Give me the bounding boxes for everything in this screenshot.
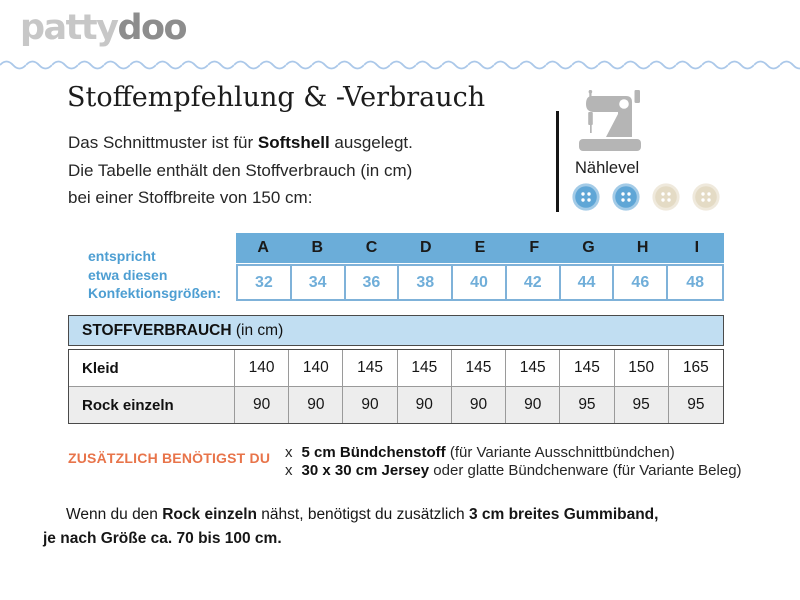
caption-line-2: etwa diesen — [88, 266, 168, 283]
sewing-machine-icon — [574, 90, 646, 154]
consumption-table-header — [68, 315, 724, 346]
size-number: 46 — [614, 266, 668, 299]
size-number: 42 — [507, 266, 561, 299]
size-table — [236, 233, 724, 301]
cell-value: 90 — [506, 387, 560, 423]
additional-items — [285, 444, 742, 479]
cell-value: 90 — [235, 387, 289, 423]
cell-value: 90 — [452, 387, 506, 423]
naehlevel-label: Nählevel — [575, 159, 640, 177]
cell-value: 140 — [235, 350, 289, 386]
size-number: 48 — [686, 273, 704, 291]
cell-value: 90 — [343, 387, 397, 423]
intro-line-2: Die Tabelle enthält den Stoffverbrauch (in cm) — [68, 160, 413, 180]
size-number: 34 — [292, 266, 346, 299]
size-table-number-row — [236, 264, 724, 301]
consumption-title: STOFFVERBRAUCH — [82, 321, 232, 339]
cell-value: 150 — [615, 350, 669, 386]
item-rest: (für Variante Ausschnittbündchen) — [445, 444, 675, 461]
wave-divider — [0, 56, 800, 74]
cell-value: 140 — [289, 350, 343, 386]
row-label: Kleid — [69, 350, 235, 386]
size-number: 32 — [238, 266, 292, 299]
note-line-1 — [43, 503, 658, 527]
cell-value: 95 — [615, 387, 669, 423]
vertical-divider — [556, 111, 559, 212]
size-number: 38 — [399, 266, 453, 299]
cell-value: 145 — [452, 350, 506, 386]
item-rest: oder glatte Bündchenware (für Variante Beleg) — [429, 461, 742, 479]
cell-value: 95 — [560, 387, 614, 423]
intro-line-3: bei einer Stoffbreite von 150 cm: — [68, 188, 313, 207]
size-letter: G — [582, 239, 595, 256]
intro-line1-post: ausgelegt. — [329, 133, 413, 152]
logo-text-patty: patty — [20, 8, 118, 48]
size-letter: D — [419, 239, 432, 256]
consumption-table — [68, 315, 724, 424]
row-label: Rock einzeln — [69, 387, 235, 423]
intro-paragraph — [68, 129, 413, 212]
fabric-name: Softshell — [257, 133, 330, 152]
list-item — [285, 444, 742, 462]
caption-line-3: Konfektionsgrößen: — [88, 285, 221, 301]
page-title: Stoffempfehlung & -Verbrauch — [67, 82, 486, 113]
intro-line-1 — [68, 129, 413, 157]
caption-line-1: entspricht — [88, 248, 156, 264]
consumption-title-unit: (in cm) — [231, 321, 284, 339]
size-number: 40 — [453, 266, 507, 299]
pattydoo-logo — [20, 8, 186, 48]
size-letter: B — [311, 239, 324, 256]
size-number: 44 — [561, 266, 615, 299]
size-letter: C — [365, 239, 378, 256]
note-pre: Wenn du den — [66, 506, 163, 523]
size-table-header-row — [236, 233, 724, 263]
size-number: 36 — [346, 266, 400, 299]
cell-value: 95 — [687, 396, 705, 413]
item-marker: x — [285, 444, 293, 461]
item-bold: 5 cm Bündchenstoff — [301, 444, 446, 461]
button-icon-empty-2 — [692, 183, 720, 211]
consumption-table-body — [68, 349, 724, 424]
item-bold: 30 x 30 cm Jersey — [301, 461, 430, 479]
button-icon-empty-1 — [652, 183, 680, 211]
cell-value: 165 — [682, 359, 709, 376]
size-letter: I — [694, 239, 700, 256]
note-mid: nähst, benötigst du zusätzlich — [256, 506, 469, 523]
cell-value: 145 — [343, 350, 397, 386]
size-letter: E — [474, 239, 486, 256]
cell-value: 145 — [560, 350, 614, 386]
note-bold-rock: Rock einzeln — [162, 506, 257, 523]
logo-text-doo: doo — [117, 8, 187, 48]
intro-line1-pre: Das Schnittmuster ist für — [68, 133, 258, 152]
size-letter: H — [636, 239, 649, 256]
item-marker: x — [285, 461, 293, 479]
naehlevel-rating — [572, 183, 720, 211]
button-icon-filled-2 — [612, 183, 640, 211]
bottom-note — [43, 503, 658, 550]
table-row-rock-einzeln — [69, 386, 723, 423]
note-bold-length: je nach Größe ca. 70 bis 100 cm. — [43, 529, 282, 547]
cell-value: 90 — [289, 387, 343, 423]
cell-value: 145 — [506, 350, 560, 386]
button-icon-filled-1 — [572, 183, 600, 211]
note-bold-gummiband: 3 cm breites Gummiband, — [468, 506, 659, 523]
list-item — [285, 462, 742, 480]
cell-value: 90 — [398, 387, 452, 423]
note-line-2 — [43, 527, 658, 551]
additional-heading: ZUSÄTZLICH BENÖTIGST DU — [68, 450, 271, 466]
size-letter: F — [529, 239, 540, 256]
cell-value: 145 — [398, 350, 452, 386]
size-letter: A — [257, 239, 269, 256]
table-row-kleid — [69, 350, 723, 386]
size-table-caption — [88, 247, 221, 303]
